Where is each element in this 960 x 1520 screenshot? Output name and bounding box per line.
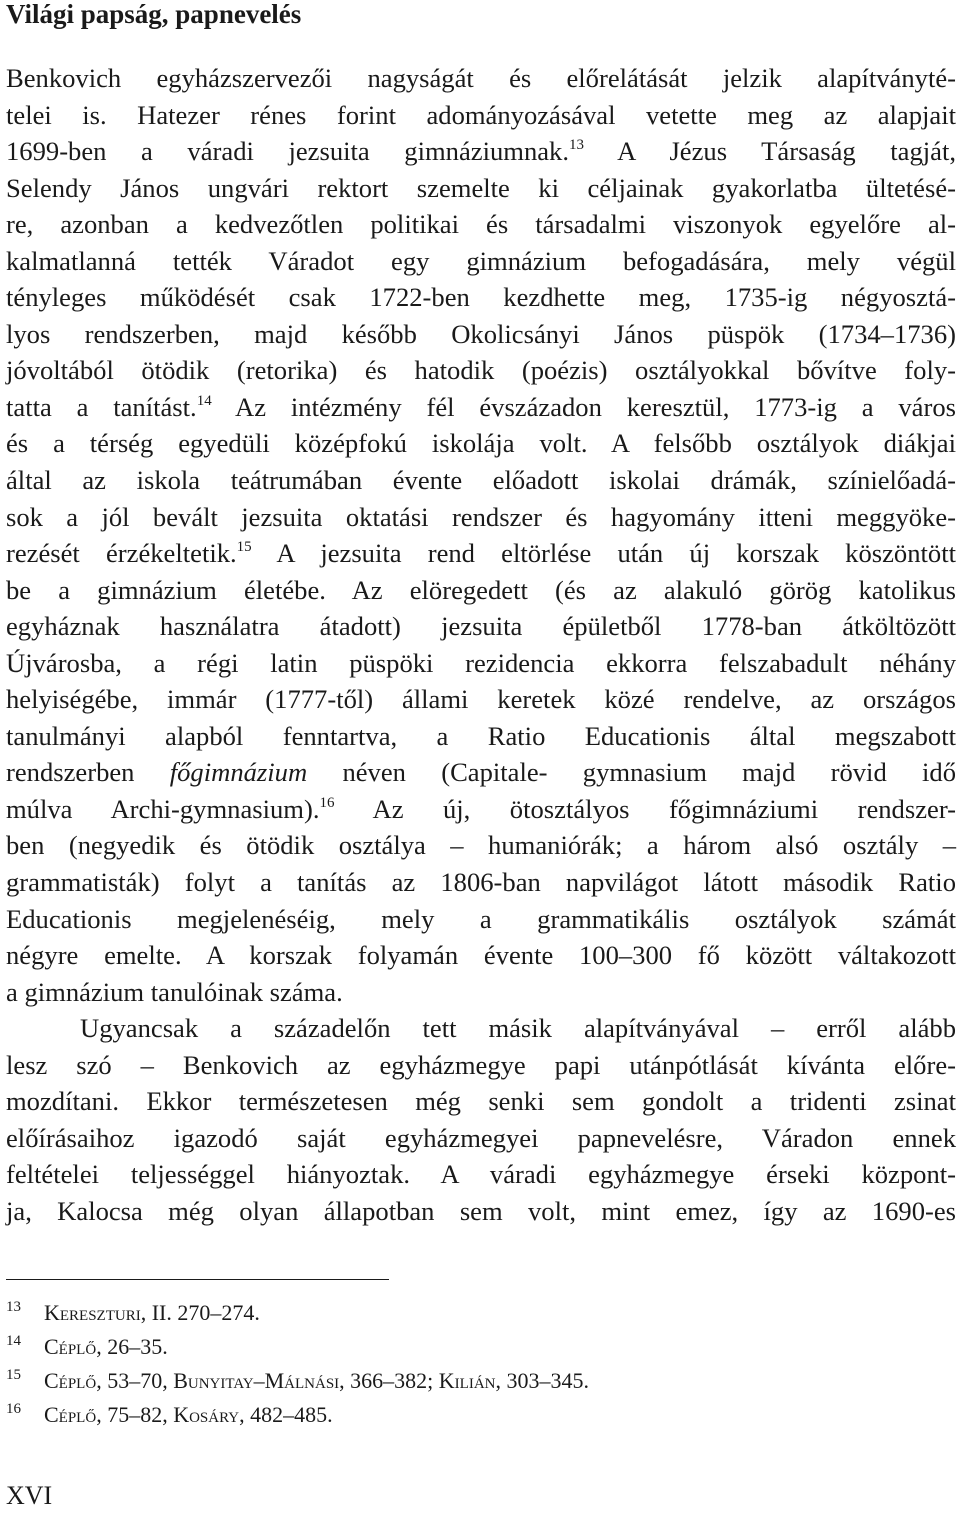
text-line: re, azonban a kedvezőtlen politikai és társadalmi viszonyok egyelőre al-: [6, 209, 956, 240]
text-line: feltételei teljességgel hiányoztak. A váradi egyházmegye érseki központ-: [6, 1159, 956, 1190]
footnote-text: [44, 1364, 589, 1398]
text-line: tanulmányi alapból fenntartva, a Ratio Educationis által megszabott: [6, 720, 956, 751]
text-line: egyháznak használatra átadott) jezsuita épületből 1778-ban átköltözött: [6, 611, 956, 642]
footnote-number: 16: [6, 1401, 21, 1417]
footnotes: [6, 1296, 906, 1432]
text-line: be a gimnázium életébe. Az elöregedett (és az alakuló görög katolikus: [6, 574, 956, 605]
text-line: jóvoltából ötödik (retorika) és hatodik (poézis) osztályokkal bővítve foly-: [6, 355, 956, 386]
citation-text: , II. 270–274.: [140, 1300, 260, 1325]
citation-text: , 303–345.: [495, 1368, 590, 1393]
text-line: 1699-ben a váradi jezsuita gimnáziumnak.$^{13}$ A Jézus Társaság tagját,: [6, 136, 956, 167]
author-name: Céplő: [44, 1402, 97, 1427]
footnote-13: [6, 1296, 906, 1330]
text-line: Selendy János ungvári rektort szemelte ki céljainak gyakorlatba ültetésé-: [6, 172, 956, 203]
text-line: Benkovich egyházszervezői nagyságát és előrelátását jelzik alapítványté-: [6, 63, 956, 93]
author-name: Bunyitay–Málnási: [173, 1368, 340, 1393]
citation-text: , 75–82,: [96, 1402, 174, 1427]
text-line: lyos rendszerben, majd később Okolicsányi János püspök (1734–1736): [6, 318, 956, 349]
text-line: ja, Kalocsa még olyan állapotban sem volt, mint emez, így az 1690-es: [6, 1195, 956, 1226]
text-line: rendszerben főgimnázium néven (Capitale- gymnasium majd rövid idő: [6, 757, 956, 788]
footnote-separator: [6, 1279, 389, 1280]
footnote-number: 14: [6, 1333, 21, 1349]
text-line: lesz szó – Benkovich az egyházmegye papi utánpótlását kívánta előre-: [6, 1049, 956, 1080]
citation-text: , 53–70,: [96, 1368, 174, 1393]
footnote-number: 13: [6, 1299, 21, 1315]
footnote-text: [44, 1398, 333, 1432]
text-line: Educationis megjelenéséig, mely a grammatikális osztályok számát: [6, 903, 956, 934]
page-number: XVI: [6, 1481, 53, 1510]
footnote-text: [44, 1330, 168, 1364]
text-line: előírásaihoz igazodó saját egyházmegyei papnevelésre, Váradon ennek: [6, 1122, 956, 1153]
footnote-ref-14[interactable]: 14: [196, 392, 212, 409]
text-line: sok a jól bevált jezsuita oktatási rendszer és hagyomány itteni meggyöke-: [6, 501, 956, 532]
author-name: Kosáry: [173, 1402, 240, 1427]
section-heading: Világi papság, papnevelés: [6, 0, 302, 29]
text-line: Újvárosba, a régi latin püspöki rezidencia ekkorra felszabadult néhány: [6, 647, 956, 678]
footnote-ref-13[interactable]: 13: [569, 137, 584, 154]
footnote-15: [6, 1364, 906, 1398]
footnote-number: 15: [6, 1367, 21, 1383]
citation-text: , 366–382;: [339, 1368, 439, 1393]
footnote-text: [44, 1296, 260, 1330]
text-line: mozdítani. Ekkor természetesen még senki sem gondolt a tridenti zsinat: [6, 1086, 956, 1117]
footnote-14: [6, 1330, 906, 1364]
text-line: tatta a tanítást.$^{14}$ Az intézmény fél évszázadon keresztül, 1773-ig a város: [6, 391, 956, 422]
footnote-16: [6, 1398, 906, 1432]
text-line: kalmatlanná tették Váradot egy gimnázium befogadására, mely végül: [6, 245, 956, 276]
text-line: rezését érzékeltetik.$^{15}$ A jezsuita rend eltörlése után új korszak köszöntött: [6, 538, 956, 569]
text-line: négyre emelte. A korszak folyamán évente 100–300 fő között váltakozott: [6, 940, 956, 971]
author-name: Céplő: [44, 1368, 97, 1393]
author-name: Kereszturi: [44, 1300, 141, 1325]
text-line: múlva Archi-gymnasium).$^{16}$ Az új, ötosztályos főgimnáziumi rendszer-: [6, 793, 956, 824]
text-line: tényleges működését csak 1722-ben kezdhette meg, 1735-ig négyosztá-: [6, 282, 956, 313]
citation-text: , 482–485.: [239, 1402, 333, 1427]
text-line: telei is. Hatezer rénes forint adományozásával vetette meg az alapjait: [6, 99, 956, 130]
author-name: Céplő: [44, 1334, 97, 1359]
text-line: helyiségébe, immár (1777-től) állami keretek közé rendelve, az országos: [6, 684, 956, 715]
text-line: Ugyancsak a századelőn tett másik alapítványával – erről alább: [80, 1013, 956, 1044]
footnote-ref-15[interactable]: 15: [236, 539, 252, 556]
author-name: Kilián: [438, 1368, 496, 1393]
citation-text: , 26–35.: [96, 1334, 168, 1359]
text-line: által az iskola teátrumában évente előadott iskolai drámák, színielőadá-: [6, 465, 956, 496]
footnote-ref-16[interactable]: 16: [319, 794, 335, 811]
text-line: grammatisták) folyt a tanítás az 1806-ban napvilágot látott második Ratio: [6, 867, 956, 898]
italic-term: főgimnázium: [169, 757, 308, 788]
text-line: és a térség egyedüli középfokú iskolája volt. A felsőbb osztályok diákjai: [6, 428, 956, 459]
text-line: ben (negyedik és ötödik osztálya – humaniórák; a három alsó osztály –: [6, 830, 956, 861]
text-line: a gimnázium tanulóinak száma.: [6, 976, 343, 1007]
body-text: [6, 60, 956, 1230]
